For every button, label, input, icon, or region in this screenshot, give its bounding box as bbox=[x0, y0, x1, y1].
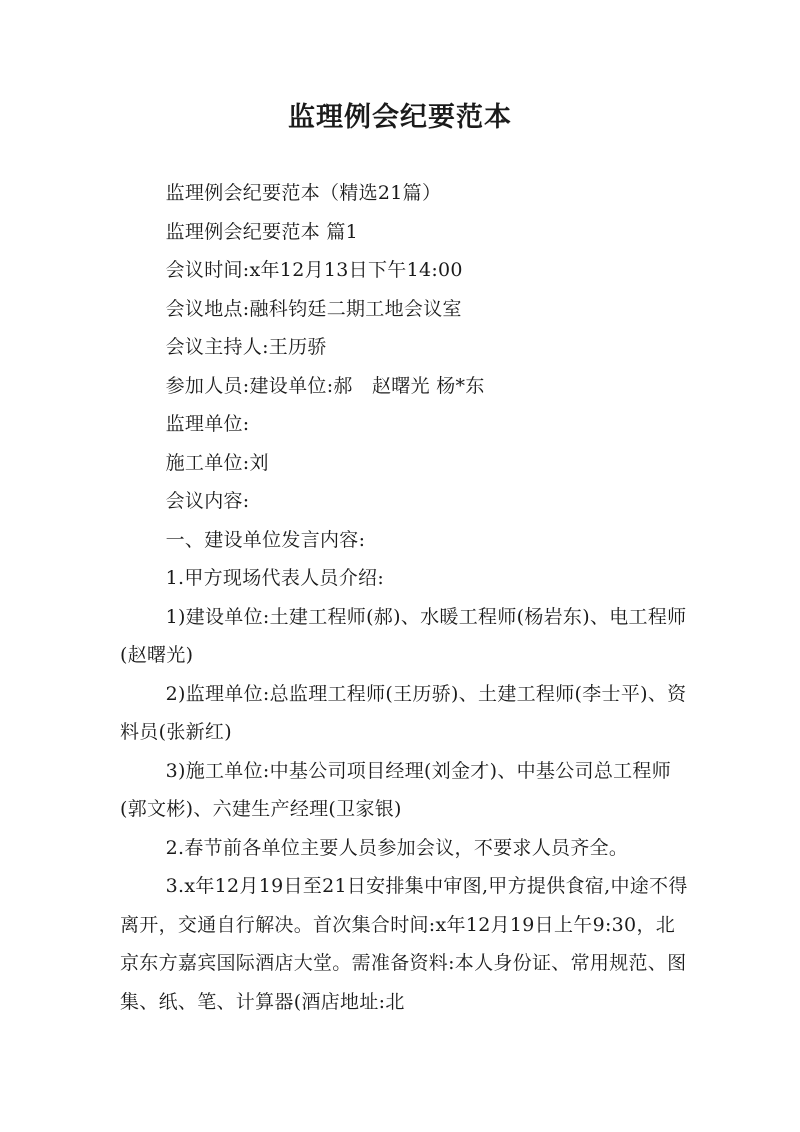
paragraph-item-2: 2.春节前各单位主要人员参加会议，不要求人员齐全。 bbox=[165, 836, 629, 859]
paragraph-meeting-content: 会议内容: bbox=[165, 490, 250, 512]
paragraph-meeting-location: 会议地点:融科钧廷二期工地会议室 bbox=[165, 297, 462, 320]
paragraph-item-3: 3.x年12月19日至21日安排集中审图,甲方提供食宿,中途不得离开，交通自行解决。首次集合时间:x年12月19日上午9:30，北京东方嘉宾国际酒店大堂。需准备资料:本人身份证、常用规范、图集、纸、笔、计算器(酒店地址:北 bbox=[120, 875, 688, 1013]
document-body bbox=[120, 174, 690, 1021]
paragraph-section-one: 一、建设单位发言内容: bbox=[165, 528, 366, 551]
paragraph-subitem-1: 1)建设单位:土建工程师(郝)、水暖工程师(杨岩东)、电工程师(赵曙光) bbox=[120, 605, 687, 666]
paragraph-meeting-host: 会议主持人:王历骄 bbox=[165, 336, 327, 358]
paragraph-subitem-3: 3)施工单位:中基公司项目经理(刘金才)、中基公司总工程师(郭文彬)、六建生产经理(卫家银) bbox=[120, 759, 672, 820]
paragraph-attendees: 参加人员:建设单位:郝 赵曙光 杨*东 bbox=[165, 374, 485, 397]
document-title: 监理例会纪要范本 bbox=[288, 102, 512, 133]
paragraph-supervision-unit: 监理单位: bbox=[165, 413, 250, 435]
paragraph-subtitle: 监理例会纪要范本（精选21篇） bbox=[165, 182, 442, 204]
paragraph-subitem-2: 2)监理单位:总监理工程师(王历骄)、土建工程师(李士平)、资料员(张新红) bbox=[120, 682, 687, 743]
paragraph-meeting-time: 会议时间:x年12月13日下午14:00 bbox=[165, 259, 463, 281]
paragraph-construction-unit: 施工单位:刘 bbox=[165, 451, 269, 474]
paragraph-section-heading: 监理例会纪要范本 篇1 bbox=[165, 220, 359, 243]
paragraph-item-1: 1.甲方现场代表人员介绍: bbox=[165, 567, 385, 589]
